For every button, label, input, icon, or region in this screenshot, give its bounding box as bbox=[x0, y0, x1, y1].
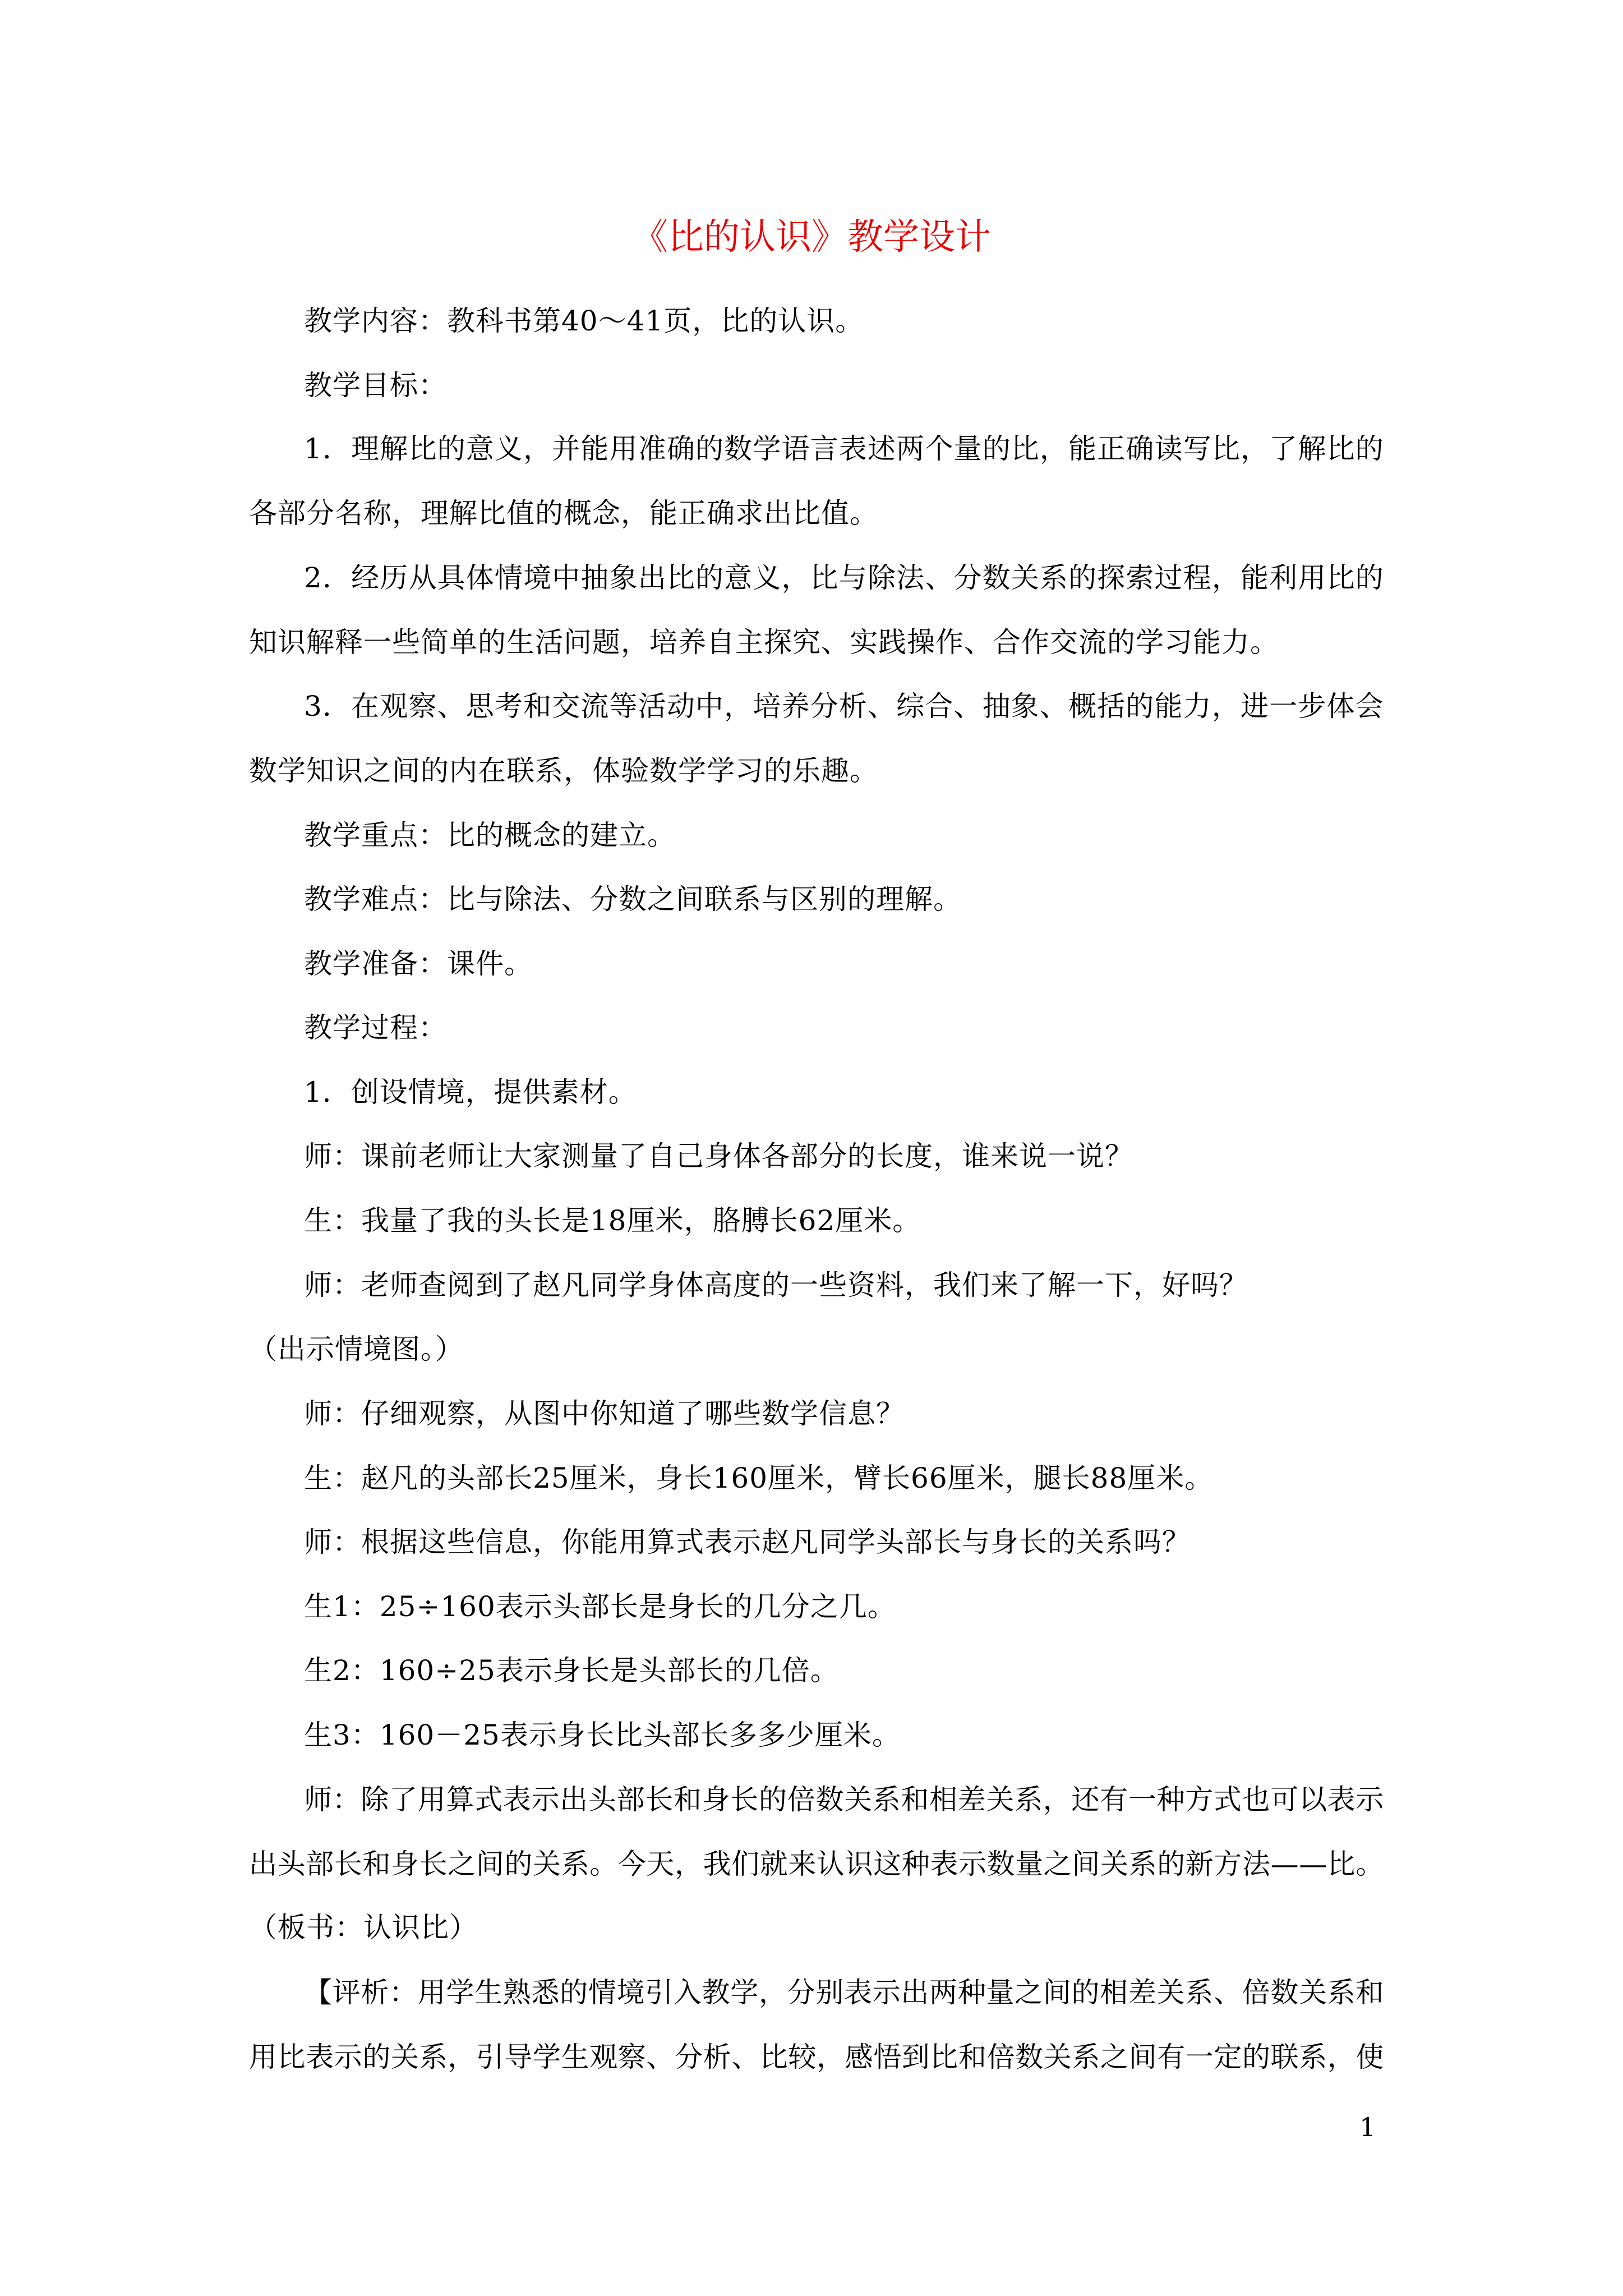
comment-line-2: 用比表示的关系，引导学生观察、分析、比较，感悟到比和倍数关系之间有一定的联系，使 bbox=[249, 2041, 1384, 2073]
step-1-heading: 1．创设情境，提供素材。 bbox=[304, 1076, 637, 1108]
show-image-note: （出示情境图。） bbox=[249, 1333, 464, 1365]
student-line-1: 生：我量了我的头长是18厘米，胳膊长62厘米。 bbox=[304, 1204, 921, 1237]
board-note: （板书：认识比） bbox=[249, 1911, 478, 1944]
teacher-line-5-part-1: 师：除了用算式表示出头部长和身长的倍数关系和相差关系，还有一种方式也可以表示 bbox=[304, 1783, 1384, 1816]
objective-1-line-2: 各部分名称，理解比值的概念，能正确求出比值。 bbox=[249, 497, 878, 530]
objective-3-line-1: 3．在观察、思考和交流等活动中，培养分析、综合、抽象、概括的能力，进一步体会 bbox=[304, 690, 1384, 723]
difficulty: 教学难点：比与除法、分数之间联系与区别的理解。 bbox=[304, 883, 962, 915]
objective-2-line-1: 2．经历从具体情境中抽象出比的意义，比与除法、分数关系的探索过程，能利用比的 bbox=[304, 562, 1384, 594]
objectives-heading: 教学目标： bbox=[304, 369, 447, 402]
teacher-line-4: 师：根据这些信息，你能用算式表示赵凡同学头部长与身长的关系吗？ bbox=[304, 1526, 1191, 1558]
objective-3-line-2: 数学知识之间的内在联系，体验数学学习的乐趣。 bbox=[249, 754, 878, 787]
teacher-line-1: 师：课前老师让大家测量了自己身体各部分的长度，谁来说一说？ bbox=[304, 1140, 1133, 1172]
student-1-answer: 生1：25÷160表示头部长是身长的几分之几。 bbox=[304, 1590, 896, 1623]
student-3-answer: 生3：160－25表示身长比头部长多多少厘米。 bbox=[304, 1719, 901, 1751]
objective-2-line-2: 知识解释一些简单的生活问题，培养自主探究、实践操作、合作交流的学习能力。 bbox=[249, 626, 1279, 659]
document-title: 《比的认识》教学设计 bbox=[632, 217, 991, 258]
comment-line-1: 【评析：用学生熟悉的情境引入教学，分别表示出两种量之间的相差关系、倍数关系和 bbox=[304, 1976, 1384, 2009]
teaching-content: 教学内容：教科书第40～41页，比的认识。 bbox=[304, 305, 864, 337]
preparation: 教学准备：课件。 bbox=[304, 947, 533, 980]
teacher-line-5-part-2: 出头部长和身长之间的关系。今天，我们就来认识这种表示数量之间关系的新方法——比。 bbox=[249, 1848, 1384, 1880]
page-number: 1 bbox=[1359, 2112, 1376, 2142]
teacher-line-2: 师：老师查阅到了赵凡同学身体高度的一些资料，我们来了解一下，好吗？ bbox=[304, 1269, 1248, 1301]
objective-1-line-1: 1．理解比的意义，并能用准确的数学语言表述两个量的比，能正确读写比，了解比的 bbox=[304, 432, 1384, 465]
student-line-2: 生：赵凡的头部长25厘米，身长160厘米，臂长66厘米，腿长88厘米。 bbox=[304, 1462, 1214, 1494]
teacher-line-3: 师：仔细观察，从图中你知道了哪些数学信息？ bbox=[304, 1397, 905, 1430]
key-point: 教学重点：比的概念的建立。 bbox=[304, 819, 676, 852]
process-heading: 教学过程： bbox=[304, 1011, 447, 1044]
student-2-answer: 生2：160÷25表示身长是头部长的几倍。 bbox=[304, 1654, 839, 1687]
